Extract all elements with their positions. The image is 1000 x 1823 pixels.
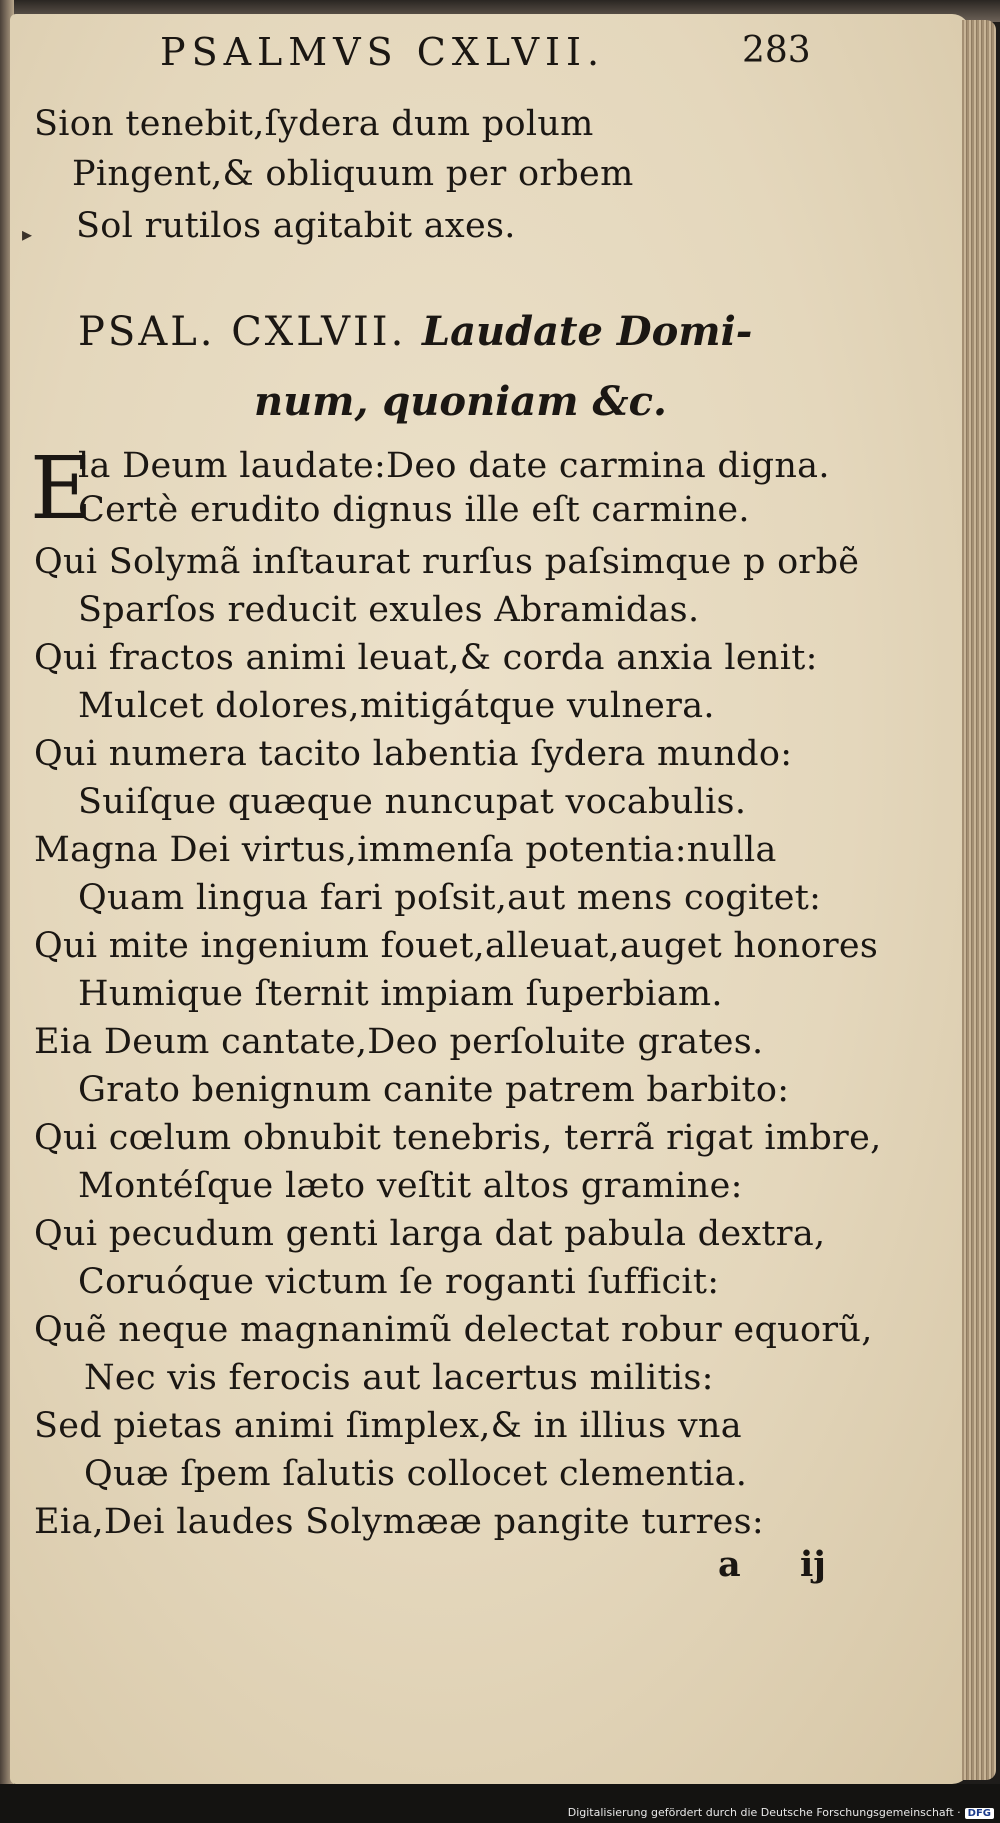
page-number: 283 — [742, 30, 811, 71]
drop-capital: E — [30, 439, 93, 539]
scanner-bottom-band — [0, 1784, 1000, 1823]
digitization-credit — [568, 1806, 994, 1819]
verse-line: Quæ ſpem ſalutis collocet clementia. — [84, 1454, 748, 1494]
verse-line: Suiſque quæque nuncupat vocabulis. — [78, 782, 747, 822]
verse-line: Qui pecudum genti larga dat pabula dextra, — [34, 1214, 826, 1254]
verse-line: Nec vis ferocis aut lacertus militis: — [84, 1358, 714, 1398]
credit-text: Digitalisierung gefördert durch die Deutsche Forschungsgemeinschaft · — [567, 1806, 961, 1819]
verse-line: Montéſque læto veſtit altos gramine: — [78, 1166, 743, 1206]
verse-line: Qui cœlum obnubit tenebris, terrã rigat imbre, — [34, 1118, 882, 1158]
running-title: PSALMVS CXLVII. — [160, 30, 606, 74]
dfg-logo: DFG — [965, 1808, 994, 1819]
verse-line: Sed pietas animi ſimplex,& in illius vna — [34, 1406, 742, 1446]
verse-line: Eia Deum cantate,Deo perſoluite grates. — [34, 1022, 764, 1062]
verse-line: la Deum laudate:Deo date carmina digna. — [78, 446, 830, 486]
verse-line: Sparſos reducit exules Abramidas. — [78, 590, 700, 630]
catchword: ij — [800, 1544, 826, 1585]
page-edges — [962, 20, 996, 1780]
verse-line: Certè erudito dignus ille eſt carmine. — [78, 490, 750, 530]
psalm-label: PSAL. CXLVII. — [78, 309, 407, 355]
verse-line: Coruóque victum ſe roganti ſufficit: — [78, 1262, 720, 1302]
signature-mark: a — [718, 1544, 741, 1585]
text-line: Sol rutilos agitabit axes. — [76, 206, 516, 246]
psalm-heading — [78, 308, 752, 355]
verse-line: Qui fractos animi leuat,& corda anxia lenit: — [34, 638, 818, 678]
verse-line: Qui numera tacito labentia ſydera mundo: — [34, 734, 793, 774]
text-line: Sion tenebit,ſydera dum polum — [34, 104, 594, 144]
verse-line: Grato benignum canite patrem barbito: — [78, 1070, 790, 1110]
verse-line: Eia,Dei laudes Solymææ pangite turres: — [34, 1502, 765, 1542]
verse-line: Quam lingua fari poſsit,aut mens cogitet: — [78, 878, 822, 918]
verse-line: Humique ſternit impiam ſuperbiam. — [78, 974, 723, 1014]
verse-line: Mulcet dolores,mitigátque vulnera. — [78, 686, 715, 726]
verse-line: Quẽ neque magnanimũ delectat robur equorũ, — [34, 1310, 873, 1350]
psalm-incipit: Laudate Domi- — [422, 308, 753, 355]
verse-line: Magna Dei virtus,immenſa potentia:nulla — [34, 830, 777, 870]
verse-line: Qui Solymã inſtaurat rurſus paſsimque p orbẽ — [34, 542, 860, 582]
margin-pointer-icon: ▸ — [22, 222, 33, 246]
text-line: Pingent,& obliquum per orbem — [72, 154, 634, 194]
psalm-incipit-continuation: num, quoniam &c. — [254, 378, 667, 425]
verse-line: Qui mite ingenium fouet,alleuat,auget honores — [34, 926, 879, 966]
